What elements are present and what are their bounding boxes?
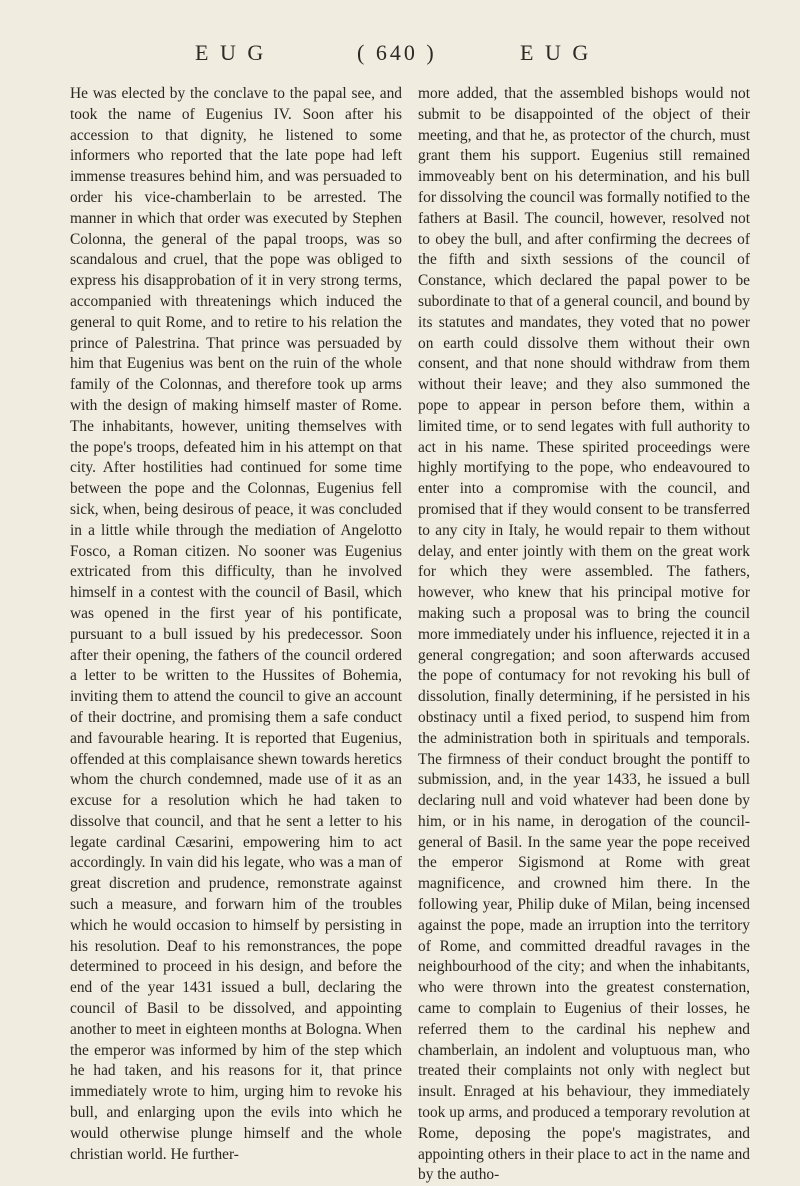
header-left-keyword: E U G [195,40,267,65]
running-header [0,40,800,70]
left-column [70,84,402,1165]
right-column-text: more added, that the assembled bishops would not submit to be disappointed of the object of their meeting, and that he, as protector of the church, must grant them his support. Eugenius still remained immoveably bent on his determination, and his bull for dissolving the council was formally notified to the fathers at Basil. The council, however, resolved not to obey the bull, and after confirming the decrees of the fifth and sixth sessions of the council of Constance, which declared the papal power to be subordinate to that of a general council, and bound by its statutes and mandates, they voted that no power on earth could dissolve them without their own consent, and that none should withdraw from them without their leave; and they also summoned the pope to appear in person before them, within a limited time, or to send legates with full authority to act in his name. These spirited proceedings were highly mortifying to the pope, who endeavoured to enter into a compromise with the council, and promised that if they would consent to be transferred to any city in Italy, he would repair to them without delay, and enter jointly with them on the great work for which they were assembled. The fathers, however, who knew that his principal motive for making such a proposal was to bring the council more immediately under his influence, rejected it in a general congregation; and soon afterwards accused the pope of contumacy for not revoking his bull of dissolution, finally determining, if he persisted in his obstinacy until a fixed period, to suspend him from the administration both in spirituals and temporals. The firmness of their conduct brought the pontiff to submission, and, in the year 1433, he issued a bull declaring null and void whatever had been done by him, or in his name, in derogation of the council-general of Basil. In the same year the pope received the emperor Sigismond at Rome with great magnificence, and crowned him there. In the following year, Philip duke of Milan, being incensed against the pope, made an irruption into the territory of Rome, and committed dreadful ravages in the neighbourhood of the city; and when the inhabitants, who were thrown into the greatest consternation, came to complain to Eugenius of their losses, he referred them to the cardinal his nephew and chamberlain, an indolent and voluptuous man, who treated their complaints not only with neglect but insult. Enraged at his behaviour, they immediately took up arms, and produced a temporary revolution at Rome, deposing the pope's magistrates, and appointing others in their place to act in the name and by the autho- [418,85,750,1184]
page-number: ( 640 ) [357,40,437,65]
header-right-keyword: E U G [520,40,592,65]
left-column-text: He was elected by the conclave to the papal see, and took the name of Eugenius IV. Soon after his accession to that dignity, he listened to some informers who reported that the late pope had left immense treasures behind him, and was persuaded to order his vice-chamberlain to be arrested. The manner in which that order was executed by Stephen Colonna, the general of the papal troops, was so scandalous and cruel, that the pope was obliged to express his disapprobation of it in very strong terms, accompanied with threatenings which induced the general to quit Rome, and to retire to his relation the prince of Palestrina. That prince was persuaded by him that Eugenius was bent on the ruin of the whole family of the Colonnas, and therefore took up arms with the design of making himself master of Rome. The inhabitants, however, uniting themselves with the pope's troops, defeated him in his attempt on that city. After hostilities had continued for some time between the pope and the Colonnas, Eugenius fell sick, when, being desirous of peace, it was concluded in a little while through the mediation of Angelotto Fosco, a Roman citizen. No sooner was Eugenius extricated from this difficulty, than he involved himself in a contest with the council of Basil, which was opened in the first year of his pontificate, pursuant to a bull issued by his predecessor. Soon after their opening, the fathers of the council ordered a letter to be written to the Hussites of Bohemia, inviting them to attend the council to give an account of their doctrine, and promising them a safe conduct and favourable hearing. It is reported that Eugenius, offended at this complaisance shewn towards heretics whom the church condemned, made use of it as an excuse for a resolution which he had taken to dissolve that council, and that he sent a letter to his legate cardinal Cæsarini, empowering him to act accordingly. In vain did his legate, who was a man of great discretion and prudence, remonstrate against such a measure, and forwarn him of the troubles which he would occasion to himself by persisting in his resolution. Deaf to his remonstrances, the pope determined to proceed in his design, and before the end of the year 1431 issued a bull, declaring the council of Basil to be dissolved, and appointing another to meet in eighteen months at Bologna. When the emperor was informed by him of the step which he had taken, and his reasons for it, that prince immediately wrote to him, urging him to revoke his bull, and enlarging upon the evils into which he would otherwise plunge himself and the whole christian world. He further- [70,85,402,1163]
right-column [418,84,750,1186]
